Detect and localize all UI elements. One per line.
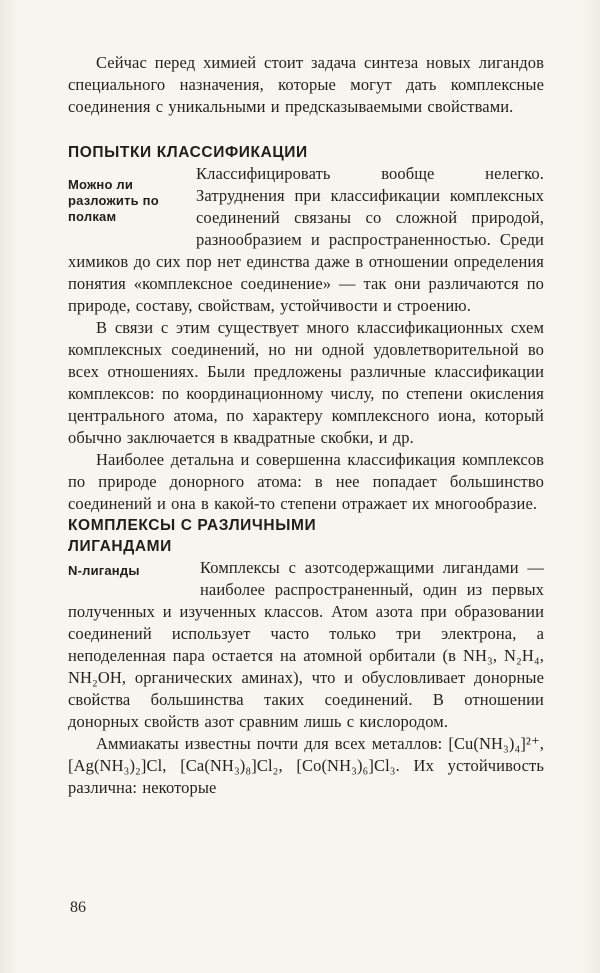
intro-paragraph: Сейчас перед химией стоит задача синтеза новых лигандов специального назначения, которые могут дать комплексные соединения с уникальными и предсказываемыми свойствами. [68,53,544,116]
section-heading-classification: ПОПЫТКИ КЛАССИФИКАЦИИ [68,144,308,161]
ligands-paragraph-2: Аммиакаты известны почти для всех металлов: [Cu(NH₃)₄]²⁺, [Ag(NH₃)₂]Cl, [Ca(NH₃)₈]Cl₂, [Co(NH₃)₆]Cl₃. Их устойчивость различна: некоторые [68,734,544,797]
margin-note-container [68,557,200,601]
classification-paragraph-2: В связи с этим существует много классификационных схем комплексных соединений, но ни одной удовлетворительной во всех отношениях. Были предложены различные классификации комплексов: по координационному числу, по степени окисления центрального атома, по характеру комплексного иона, который обычно заключается в квадратные скобки, и др. [68,318,544,447]
classification-paragraph-3: Наиболее детальна и совершенна классификация комплексов по природе донорного атома: в нее попадает большинство соединений и она в какой-то степени отражает их многообразие. [68,450,544,513]
text-column [68,52,544,799]
ligands-paragraph-1: Комплексы с азотсодержащими лигандами — наиболее распространенный, один из первых полученных и изученных классов. Атом азота при образовании соединений использует часто только три электрона, а неподеленная пара остается на атомной орбитали (в NH₃, N₂H₄, NH₂OH, органических аминах), что и обусловливает донорные свойства большинства таких соединений. В отношении донорных свойств азот сравним лишь с кислородом. [68,558,544,731]
page-number: 86 [70,899,86,916]
classification-paragraph-block [68,163,544,317]
margin-note-container [68,163,196,251]
margin-note-classification: Можно ли разложить по полкам [68,177,159,224]
section-heading-ligands: КОМПЛЕКСЫ С РАЗЛИЧНЫМИ ЛИГАНДАМИ [68,517,317,555]
margin-note-n-ligands: N-лиганды [68,563,140,578]
ligands-paragraph-block [68,557,544,733]
classification-paragraph-1: Классифицировать вообще нелегко. Затруднения при классификации комплексных соединений связаны со сложной природой, разнообразием и распространенностью. Среди химиков до сих пор нет единства даже в отношении определения понятия «комплексное соединение» — так они различаются по природе, составу, свойствам, устойчивости и строению. [68,164,544,315]
